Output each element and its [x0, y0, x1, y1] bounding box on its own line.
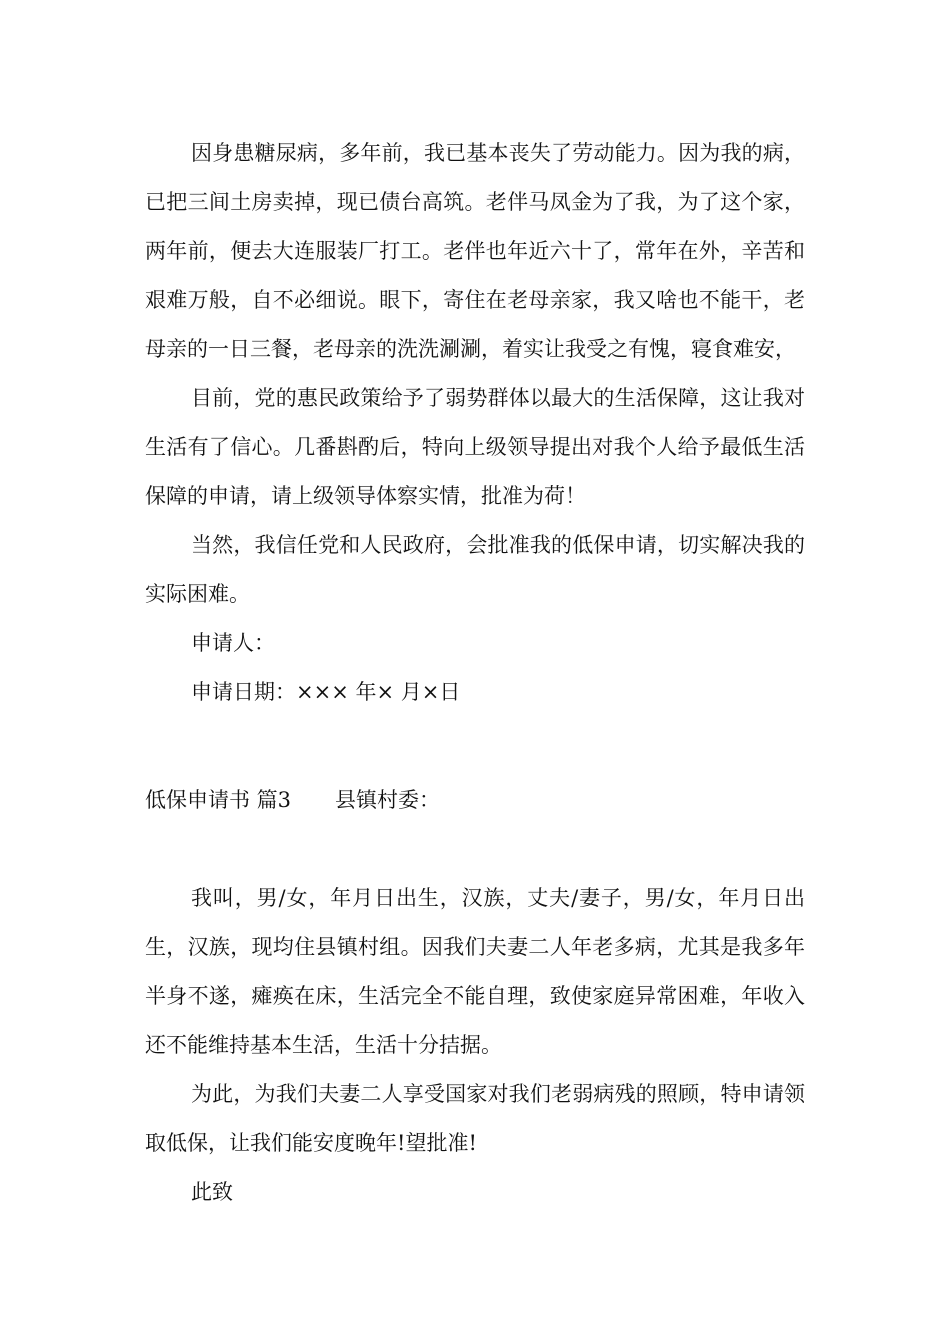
letter-body-part2: [145, 874, 805, 1217]
addressee: 县镇村委：: [335, 788, 441, 812]
paragraph-request: 为此，为我们夫妻二人享受国家对我们老弱病残的照顾，特申请领取低保，让我们能安度晚年!望批准!: [145, 1082, 805, 1155]
closing-salutation: 此致: [191, 1180, 233, 1204]
letter-body-part1: [145, 129, 805, 717]
paragraph-introduction: 我叫，男/女，年月日出生，汉族，丈夫/妻子，男/女，年月日出生，汉族，现均住县镇村组。因我们夫妻二人年老多病，尤其是我多年半身不遂，瘫痪在床，生活完全不能自理，致使家庭异常困难，年收入还不能维持基本生活，生活十分拮据。: [145, 886, 805, 1057]
applicant-label: 申请人：: [191, 631, 275, 655]
paragraph-policy: 目前，党的惠民政策给予了弱势群体以最大的生活保障，这让我对生活有了信心。几番斟酌后，特向上级领导提出对我个人给予最低生活保障的申请，请上级领导体察实情，批准为荷！: [145, 386, 805, 508]
application-date: 申请日期：××× 年× 月×日: [191, 680, 461, 704]
paragraph-trust: 当然，我信任党和人民政府，会批准我的低保申请，切实解决我的实际困难。: [145, 533, 805, 606]
paragraph-illness: 因身患糖尿病，多年前，我已基本丧失了劳动能力。因为我的病，已把三间土房卖掉，现已债台高筑。老伴马凤金为了我，为了这个家，两年前，便去大连服装厂打工。老伴也年近六十了，常年在外，辛苦和艰难万般，自不必细说。眼下，寄住在老母亲家，我又啥也不能干，老母亲的一日三餐，老母亲的洗洗涮涮，着实让我受之有愧，寝食难安，: [145, 141, 805, 361]
section-title: 低保申请书 篇3: [145, 788, 292, 812]
section-heading: [145, 776, 440, 825]
